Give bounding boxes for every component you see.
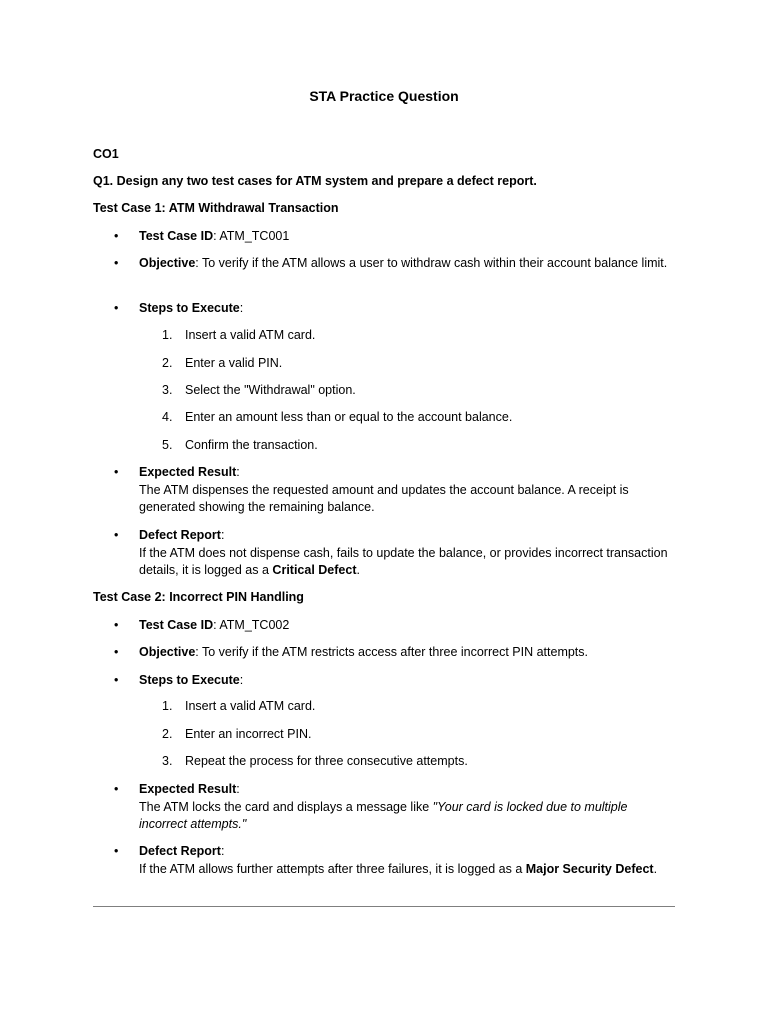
tc1-steps-item [114, 300, 675, 318]
bullet-icon: • [114, 673, 119, 687]
tc2-objective-item [114, 644, 675, 662]
test-case-2-heading: Test Case 2: Incorrect PIN Handling [93, 590, 304, 604]
tc2-objective-label: Objective [139, 645, 196, 659]
tc2-id-item [114, 617, 675, 635]
step-text: Insert a valid ATM card. [185, 328, 316, 342]
tc2-defect-severity: Major Security Defect [525, 861, 654, 876]
bullet-icon: • [114, 229, 119, 243]
tc1-id-value: : ATM_TC001 [213, 229, 290, 243]
bullet-icon: • [114, 528, 119, 542]
bullet-icon: • [114, 618, 119, 632]
tc1-expected-item [114, 464, 675, 517]
step-number: 2. [162, 727, 173, 741]
tc2-steps-item [114, 672, 675, 690]
tc1-expected-text: The ATM dispenses the requested amount and updates the account balance. A receipt is generated showing the remaining balance. [139, 482, 629, 514]
bullet-icon: • [114, 301, 119, 315]
bullet-icon: • [114, 256, 119, 270]
tc2-step [162, 726, 665, 744]
step-number: 3. [162, 383, 173, 397]
bullet-icon: • [114, 645, 119, 659]
tc2-expected-item [114, 781, 675, 834]
step-number: 5. [162, 438, 173, 452]
step-text: Confirm the transaction. [185, 438, 318, 452]
tc1-expected-label: Expected Result [139, 465, 237, 479]
step-text: Enter an incorrect PIN. [185, 727, 312, 741]
co-label: CO1 [93, 147, 119, 161]
tc1-objective-item [114, 255, 675, 273]
tc2-expected-text: The ATM locks the card and displays a message like [139, 799, 433, 814]
tc2-expected-label: Expected Result [139, 782, 237, 796]
test-case-1-heading: Test Case 1: ATM Withdrawal Transaction [93, 201, 339, 215]
tc2-defect-text: If the ATM allows further attempts after three failures, it is logged as a [139, 861, 526, 876]
page-title: STA Practice Question [309, 88, 459, 104]
tc1-defect-severity: Critical Defect [272, 563, 357, 577]
tc1-step [162, 437, 665, 455]
step-text: Insert a valid ATM card. [185, 699, 316, 713]
tc2-id-label: Test Case ID [139, 618, 214, 632]
bullet-icon: • [114, 844, 119, 858]
tc2-steps-colon: : [239, 673, 244, 687]
tc1-step [162, 355, 665, 373]
step-text: Repeat the process for three consecutive attempts. [185, 754, 468, 768]
tc1-defect-text: If the ATM does not dispense cash, fails to update the balance, or provides incorrect transaction details, it is logged as a [139, 545, 668, 577]
tc1-defect-period: . [356, 563, 360, 577]
tc2-defect-period: . [653, 861, 658, 876]
step-number: 4. [162, 410, 173, 424]
bullet-icon: • [114, 465, 119, 479]
tc2-step [162, 753, 665, 771]
tc1-step [162, 327, 665, 345]
bullet-icon: • [114, 782, 119, 796]
tc2-steps-label: Steps to Execute [139, 673, 240, 687]
tc2-step [162, 698, 665, 716]
tc1-objective-label: Objective [139, 256, 196, 270]
tc1-id-label: Test Case ID [139, 229, 214, 243]
tc1-steps-label: Steps to Execute [139, 301, 240, 315]
tc2-expected-message: "Your card is locked due to multiple incorrect attempts." [139, 799, 628, 831]
tc2-id-value: : ATM_TC002 [213, 618, 290, 632]
horizontal-rule [93, 906, 675, 907]
tc1-step [162, 409, 665, 427]
step-text: Enter an amount less than or equal to the account balance. [185, 410, 513, 424]
tc1-step [162, 382, 665, 400]
step-number: 1. [162, 328, 173, 342]
tc1-expected-colon: : [236, 465, 240, 479]
tc2-expected-colon: : [236, 782, 240, 796]
step-number: 1. [162, 699, 173, 713]
tc1-defect-label: Defect Report [139, 528, 221, 542]
step-number: 3. [162, 754, 173, 768]
tc2-defect-label: Defect Report [139, 844, 221, 858]
step-text: Enter a valid PIN. [185, 356, 283, 370]
tc1-id-item [114, 228, 675, 246]
step-text: Select the "Withdrawal" option. [185, 383, 356, 397]
question-text: Q1. Design any two test cases for ATM system and prepare a defect report. [93, 174, 537, 188]
tc1-defect-item [114, 527, 675, 580]
tc2-defect-item [114, 843, 675, 878]
tc1-steps-colon: : [239, 301, 244, 315]
tc2-objective-text: : To verify if the ATM restricts access after three incorrect PIN attempts. [195, 645, 588, 659]
tc1-defect-colon: : [220, 528, 225, 542]
step-number: 2. [162, 356, 173, 370]
tc2-defect-colon: : [220, 844, 225, 858]
tc1-objective-text: : To verify if the ATM allows a user to withdraw cash within their account balance limit. [195, 256, 668, 270]
